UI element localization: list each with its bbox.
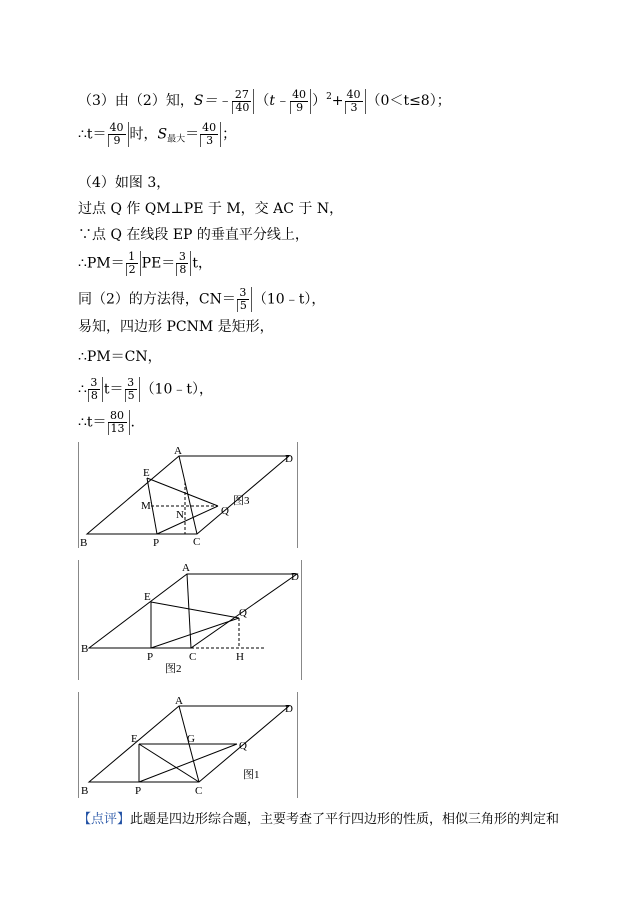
figure-1-diagram: [79, 692, 297, 798]
label-c: C: [193, 536, 201, 548]
text: （3）由（2）知，: [78, 93, 194, 109]
part4-line1: （4）如图 3，: [78, 175, 171, 191]
label-e: E: [144, 591, 151, 603]
label-d: D: [285, 703, 293, 715]
fraction: [88, 377, 103, 402]
numerator: 3: [237, 287, 249, 300]
numerator: 80: [108, 410, 127, 423]
fraction: [200, 122, 221, 147]
superscript: 2: [326, 92, 332, 102]
label-q: Q: [239, 740, 247, 752]
text: t，: [192, 255, 212, 272]
text: ∴t＝: [78, 126, 107, 143]
text: （10﹣t），: [140, 381, 214, 398]
part3-line2: [78, 122, 236, 149]
text: ∴t＝: [78, 414, 107, 431]
comment-text: 此题是四边形综合题，主要考查了平行四边形的性质，相似三角形的判定和: [130, 812, 560, 827]
figure-caption: 图1: [243, 769, 260, 781]
figure-3: [78, 442, 298, 548]
text: S: [157, 126, 168, 143]
numerator: 3: [176, 251, 188, 264]
parallelogram-abcd: [89, 574, 297, 648]
text: ＝: [185, 126, 200, 143]
part4-line6: 易知，四边形 PCNM 是矩形，: [78, 319, 274, 335]
comment-line: [78, 808, 559, 827]
denominator: 8: [176, 264, 188, 276]
numerator: 1: [126, 251, 138, 264]
label-e: E: [143, 467, 150, 479]
part3-line1: [78, 88, 451, 114]
text: （10﹣t），: [252, 291, 326, 308]
text: ∴PM＝: [78, 255, 125, 272]
label-m: M: [141, 500, 151, 512]
denominator: 3: [200, 135, 218, 147]
label-a: A: [175, 695, 183, 707]
text: （0＜t≤8）；: [366, 93, 451, 109]
numerator: 40: [202, 121, 217, 134]
label-c: C: [195, 785, 203, 797]
label-a: A: [182, 562, 190, 574]
label-h: H: [236, 651, 244, 663]
label-p: P: [147, 651, 154, 663]
text: t＝: [103, 381, 124, 398]
denominator: 5: [237, 300, 249, 312]
part4-line2: 过点 Q 作 QM⊥PE 于 M，交 AC 于 N，: [78, 201, 344, 217]
text: t﹣: [269, 93, 290, 109]
numerator: 3: [125, 377, 137, 390]
numerator: 27: [232, 89, 251, 102]
fraction: [345, 89, 366, 114]
fraction: [108, 122, 129, 147]
part4-line3: ∵点 Q 在线段 EP 的垂直平分线上，: [78, 227, 309, 243]
denominator: 3: [345, 102, 363, 114]
fraction: [176, 251, 191, 276]
denominator: 5: [125, 390, 137, 402]
denominator: 13: [108, 423, 127, 435]
text: PE＝: [141, 255, 176, 272]
denominator: 2: [126, 264, 138, 276]
fraction: [232, 89, 254, 114]
label-c: C: [189, 651, 197, 663]
figure-1: [78, 692, 298, 798]
part4-line8: [78, 377, 213, 402]
fraction: [125, 377, 140, 402]
text: （: [255, 93, 270, 109]
label-e: E: [131, 733, 138, 745]
part4-line9: [78, 410, 135, 435]
text: 时，: [129, 126, 158, 143]
figure-2: [78, 560, 302, 680]
fraction: [126, 251, 141, 276]
text: ；: [222, 126, 237, 143]
part4-line7: ∴PM＝CN，: [78, 349, 162, 365]
figure-3-diagram: [79, 442, 297, 548]
label-p: P: [153, 537, 160, 548]
denominator: 9: [290, 102, 308, 114]
label-b: B: [81, 785, 89, 797]
denominator: 8: [88, 390, 100, 402]
label-n: N: [176, 509, 184, 521]
label-g: G: [187, 733, 195, 745]
part4-line5: [78, 287, 325, 312]
text: ）: [312, 93, 327, 109]
label-q: Q: [239, 607, 247, 619]
fraction: [237, 287, 252, 312]
text: 同（2）的方法得，CN＝: [78, 291, 236, 308]
denominator: 9: [108, 135, 126, 147]
label-b: B: [80, 537, 88, 548]
label-b: B: [81, 643, 89, 655]
label-q: Q: [221, 505, 229, 517]
numerator: 3: [88, 377, 100, 390]
denominator: 40: [232, 102, 251, 114]
text: ∴: [78, 381, 87, 398]
figure-caption: 图3: [233, 495, 250, 507]
text: .: [130, 414, 135, 431]
numerator: 40: [292, 87, 307, 101]
figure-2-diagram: [79, 560, 301, 680]
label-p: P: [135, 785, 142, 797]
subscript: 最大: [167, 134, 186, 145]
comment-tag: 【点评】: [78, 812, 131, 827]
label-d: D: [285, 453, 293, 465]
fraction: [108, 410, 130, 435]
figure-caption: 图2: [165, 663, 182, 675]
label-a: A: [174, 445, 182, 457]
text: S＝﹣: [193, 93, 232, 109]
numerator: 40: [346, 87, 361, 101]
text: +: [331, 93, 344, 109]
part4-line4: [78, 251, 212, 276]
fraction: [290, 89, 311, 114]
numerator: 40: [109, 121, 124, 134]
label-d: D: [291, 571, 299, 583]
